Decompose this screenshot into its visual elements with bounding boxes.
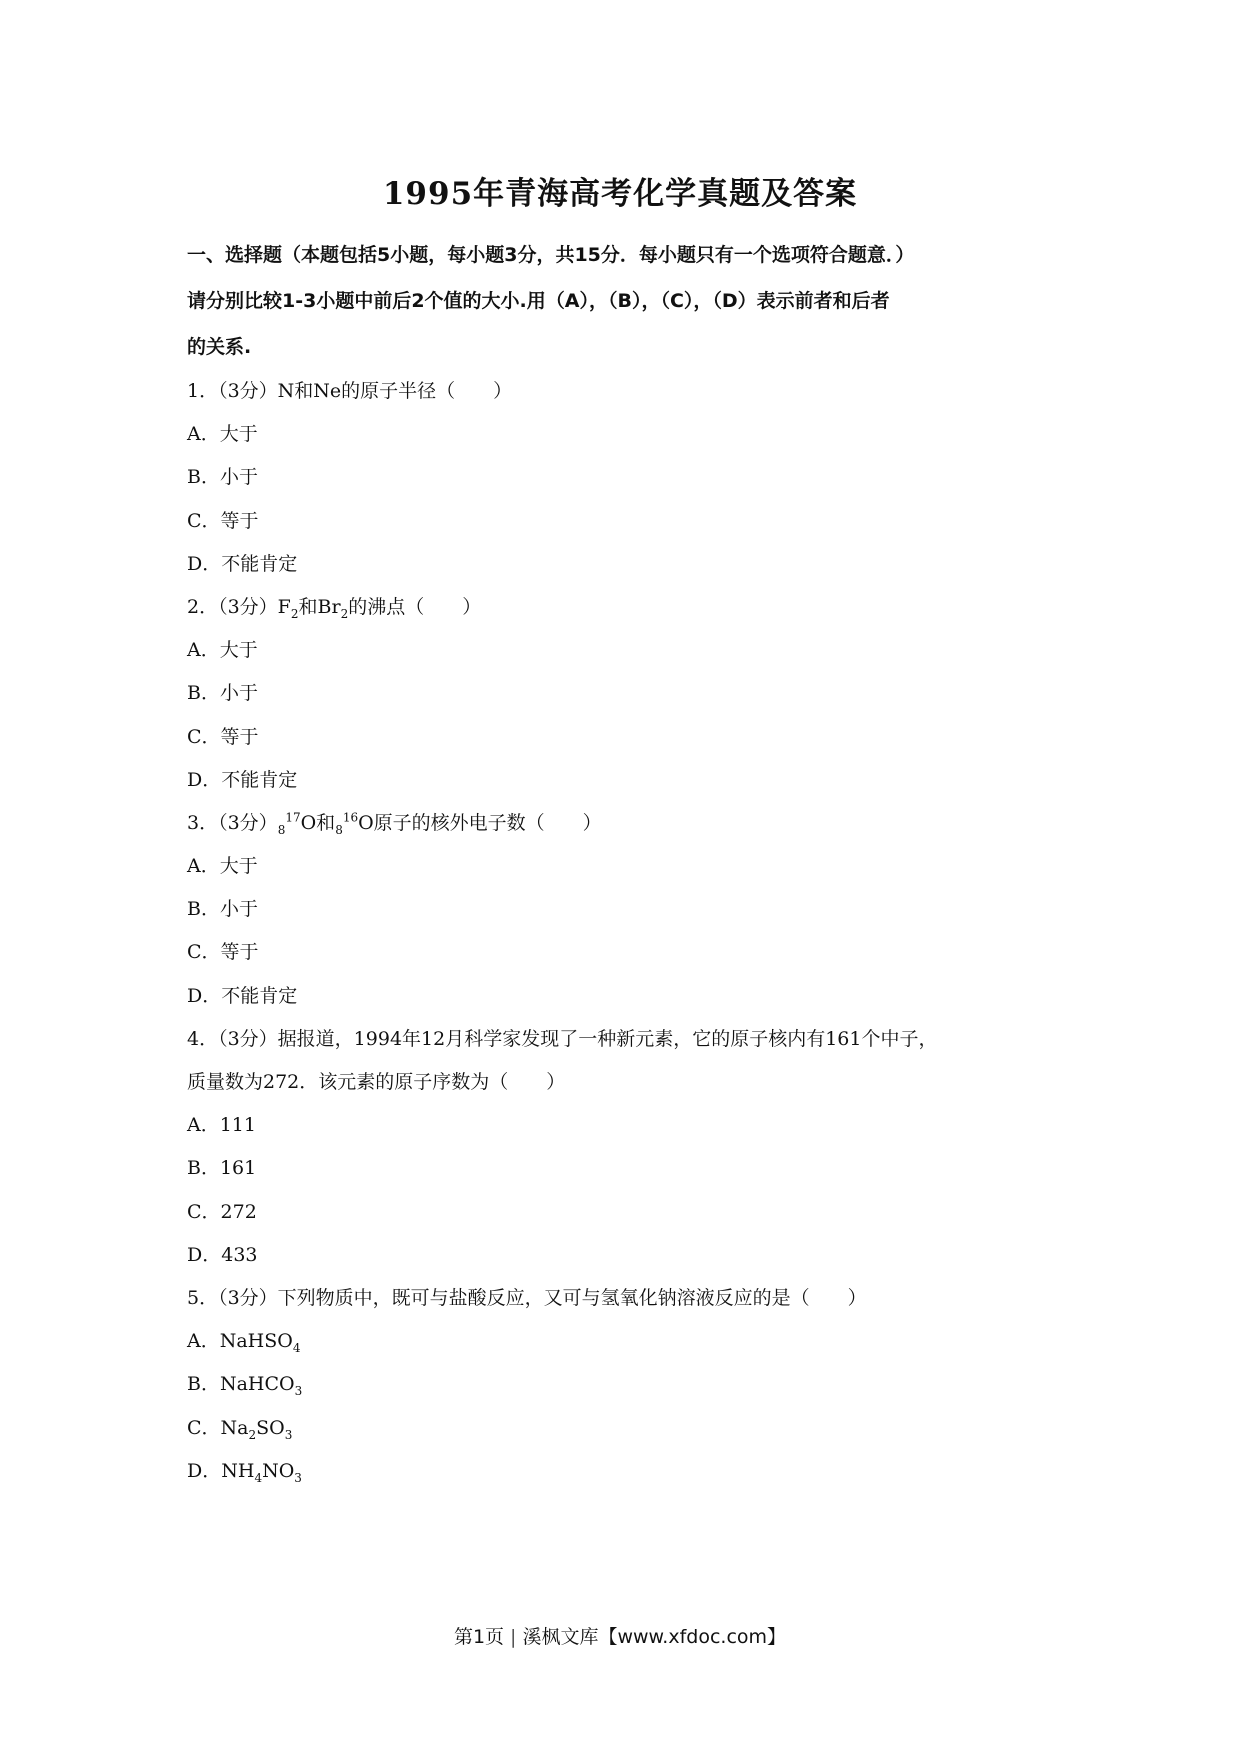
option-a: A．大于	[187, 855, 258, 878]
subscript: 2	[340, 606, 349, 621]
exam-content	[187, 240, 1067, 1499]
subscript: 4	[292, 1340, 301, 1355]
stem-text: O和	[300, 811, 336, 834]
option-c: C．等于	[187, 941, 259, 964]
question-stem-continued: 质量数为272．该元素的原子序数为（ ）	[187, 1071, 566, 1093]
section-instruction-line: 的关系.	[187, 336, 252, 358]
option-text: D．NH	[187, 1459, 255, 1482]
option-c: C．等于	[187, 725, 259, 748]
option-b	[187, 1369, 1067, 1412]
page-footer	[0, 1622, 1240, 1649]
question-stem: 5．（3分）下列物质中，既可与盐酸反应，又可与氢氧化钠溶液反应的是（ ）	[187, 1286, 867, 1309]
option-a	[187, 1326, 1067, 1369]
stem-text: 2．（3分）F	[187, 595, 291, 618]
option-b: B．小于	[187, 682, 258, 705]
question-1	[187, 376, 1067, 592]
question-stem: 1．（3分）N和Ne的原子半径（ ）	[187, 380, 513, 402]
stem-text: 3．（3分）	[187, 811, 278, 834]
option-d: D．不能肯定	[187, 768, 298, 791]
section-instruction-line: 请分别比较1-3小题中前后2个值的大小.用（A），（B），（C），（D）表示前者和后者	[187, 290, 890, 312]
option-text: C．Na	[187, 1416, 249, 1439]
subscript: 3	[294, 1384, 303, 1399]
stem-text: 和Br	[298, 595, 341, 618]
page-title: 1995年青海高考化学真题及答案	[382, 176, 858, 212]
question-5	[187, 1283, 1067, 1499]
question-2	[187, 592, 1067, 808]
footer-separator: |	[510, 1626, 517, 1648]
option-d: D．不能肯定	[187, 552, 298, 575]
question-stem	[187, 592, 1067, 635]
subscript: 3	[284, 1427, 293, 1442]
option-text: SO	[256, 1416, 285, 1439]
option-a: A．111	[187, 1114, 256, 1137]
option-text: A．NaHSO	[187, 1330, 293, 1353]
option-text: B．NaHCO	[187, 1373, 295, 1396]
question-stem	[187, 808, 1067, 851]
stem-text: O原子的核外电子数（ ）	[358, 811, 602, 834]
option-b: B．小于	[187, 898, 258, 921]
option-c: C．等于	[187, 509, 259, 532]
page-number: 第1页	[453, 1626, 505, 1648]
option-d: D．不能肯定	[187, 984, 298, 1007]
superscript: 17	[285, 810, 301, 825]
superscript: 16	[342, 810, 359, 825]
option-a: A．大于	[187, 639, 258, 662]
subscript: 8	[277, 822, 286, 837]
option-b: B．161	[187, 1157, 257, 1180]
stem-text: 的沸点（ ）	[348, 595, 482, 618]
option-a: A．大于	[187, 423, 258, 446]
section-header	[187, 240, 1067, 376]
option-c	[187, 1413, 1067, 1456]
subscript: 4	[254, 1470, 263, 1485]
subscript: 2	[290, 606, 299, 621]
option-text: NO	[262, 1459, 295, 1482]
option-c: C．272	[187, 1200, 257, 1223]
footer-site: 溪枫文库【www.xfdoc.com】	[522, 1626, 787, 1648]
question-3	[187, 808, 1067, 1024]
subscript: 3	[294, 1470, 302, 1485]
question-stem: 4．（3分）据报道，1994年12月科学家发现了一种新元素，它的原子核内有161个中子，	[187, 1027, 938, 1050]
option-d	[187, 1456, 1067, 1499]
subscript: 8	[335, 822, 343, 837]
subscript: 2	[248, 1427, 257, 1442]
question-4	[187, 1024, 1067, 1283]
option-d: D．433	[187, 1243, 258, 1266]
section-instruction-line: 一、选择题（本题包括5小题，每小题3分，共15分．每小题只有一个选项符合题意．）	[187, 244, 915, 266]
option-b: B．小于	[187, 466, 258, 489]
